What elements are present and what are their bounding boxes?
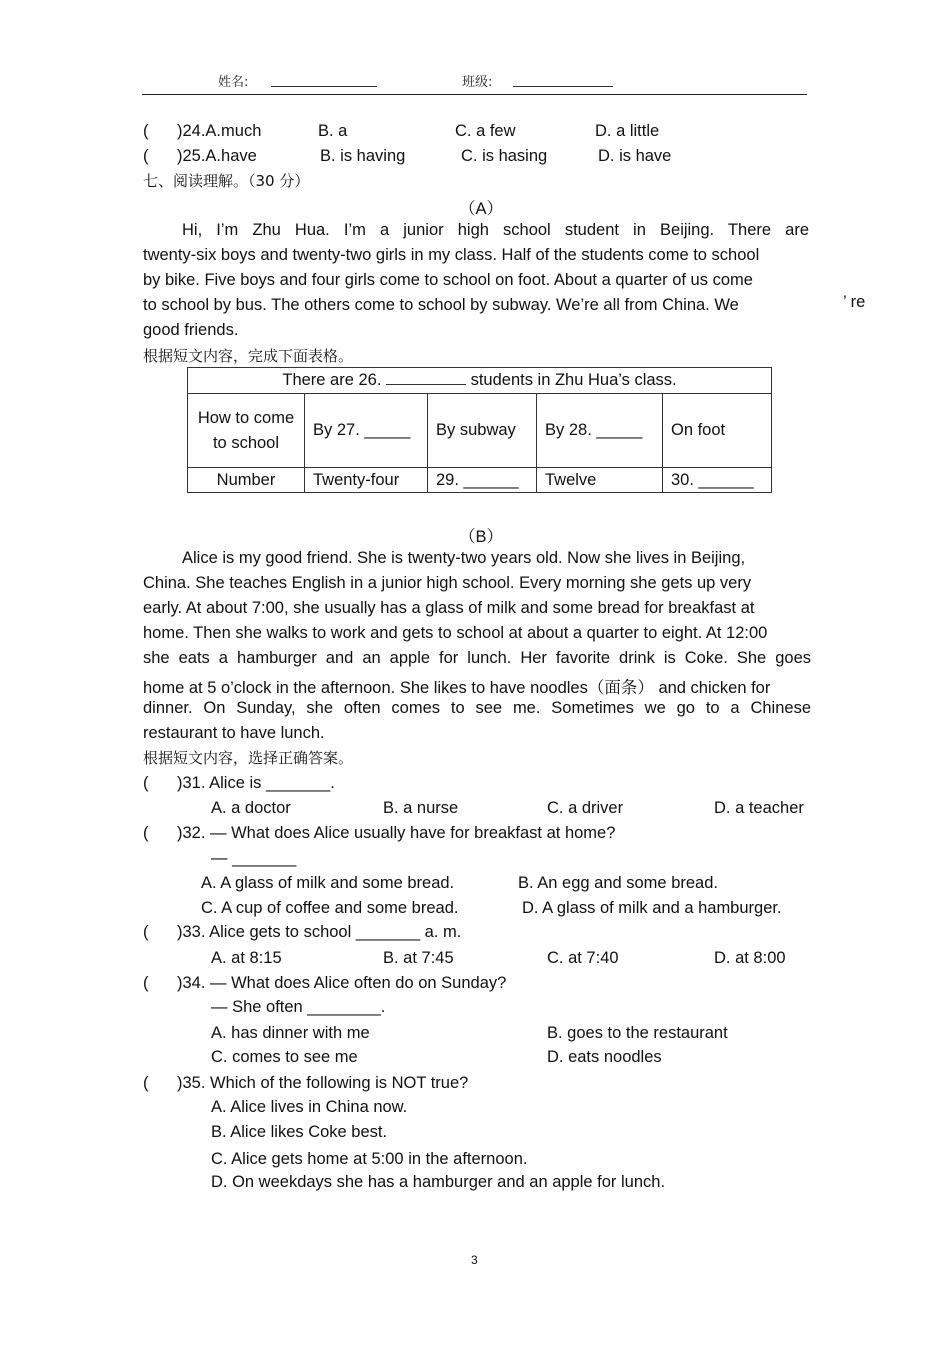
table-cell[interactable]: By 28. _____ xyxy=(537,394,663,468)
question-33-stem: )33. Alice gets to school _______ a. m. xyxy=(177,923,462,941)
option-c: C. a driver xyxy=(547,799,624,817)
passage-a-line: Hi, I’m Zhu Hua. I’m a junior high school student in Beijing. There are xyxy=(182,221,809,239)
table-cell: By subway xyxy=(428,394,537,468)
passage-a-line: twenty-six boys and twenty-two girls in my class. Half of the students come to school xyxy=(143,246,760,264)
passage-a-line: to school by bus. The others come to school by subway. We’re all from China. We xyxy=(143,296,739,314)
option-c: C. is hasing xyxy=(461,147,548,165)
passage-b-line: home at 5 o’clock in the afternoon. She likes to have noodles（面条） and chicken for xyxy=(143,679,771,697)
option-b: B. goes to the restaurant xyxy=(547,1024,728,1042)
table-cell: Twenty-four xyxy=(305,468,428,493)
passage-b-line: home. Then she walks to work and gets to school at about a quarter to eight. At 12:00 xyxy=(143,624,768,642)
question-32-stem: )32. — What does Alice usually have for breakfast at home? xyxy=(177,824,616,842)
table-cell: Twelve xyxy=(537,468,663,493)
answer-paren[interactable]: ( xyxy=(143,923,149,941)
passage-b-line: she eats a hamburger and an apple for lunch. Her favorite drink is Coke. She goes xyxy=(143,649,811,667)
table-title: There are 26. students in Zhu Hua’s class. xyxy=(188,368,772,394)
passage-b-line: restaurant to have lunch. xyxy=(143,724,325,742)
page-number: 3 xyxy=(471,1253,478,1267)
passage-a-line: good friends. xyxy=(143,321,239,339)
option-d: D. A glass of milk and a hamburger. xyxy=(522,899,782,917)
option-a: A. at 8:15 xyxy=(211,949,282,967)
option-d: D. eats noodles xyxy=(547,1048,662,1066)
passage-b-line: Alice is my good friend. She is twenty-two years old. Now she lives in Beijing, xyxy=(182,549,746,567)
option-b: B. at 7:45 xyxy=(383,949,454,967)
option-b: B. Alice likes Coke best. xyxy=(211,1123,388,1141)
option-b: B. An egg and some bread. xyxy=(518,874,718,892)
answer-line: — She often ________. xyxy=(211,998,386,1016)
option-b: B. a nurse xyxy=(383,799,459,817)
class-label: 班级: xyxy=(462,75,493,90)
option-b: B. a xyxy=(318,122,348,140)
table-cell[interactable]: By 27. _____ xyxy=(305,394,428,468)
passage-b-label: （B） xyxy=(459,528,504,546)
table-cell: How to come to school xyxy=(188,394,305,468)
option-a: A. has dinner with me xyxy=(211,1024,370,1042)
question-34-stem: )34. — What does Alice often do on Sunday? xyxy=(177,974,507,992)
passage-a-label: （A） xyxy=(459,200,504,218)
answer-paren[interactable]: ( xyxy=(143,774,149,792)
option-c: C. at 7:40 xyxy=(547,949,619,967)
table-cell[interactable]: 29. ______ xyxy=(428,468,537,493)
option-d: D. a little xyxy=(595,122,660,140)
option-c: C. A cup of coffee and some bread. xyxy=(201,899,459,917)
question-35-stem: )35. Which of the following is NOT true? xyxy=(177,1074,469,1092)
passage-b-line: China. She teaches English in a junior high school. Every morning she gets up very xyxy=(143,574,752,592)
option-a: A. Alice lives in China now. xyxy=(211,1098,408,1116)
name-label: 姓名: xyxy=(218,75,249,90)
answer-paren[interactable]: ( xyxy=(143,1074,149,1092)
passage-b-line: dinner. On Sunday, she often comes to see me. Sometimes we go to a Chinese xyxy=(143,699,811,717)
class-field[interactable] xyxy=(513,74,613,87)
option-c: C. comes to see me xyxy=(211,1048,358,1066)
passage-a-line-tail: ’ re xyxy=(843,293,866,311)
table-cell: On foot xyxy=(663,394,772,468)
passage-a-line: by bike. Five boys and four girls come to school on foot. About a quarter of us come xyxy=(143,271,753,289)
option-d: D. On weekdays she has a hamburger and an apple for lunch. xyxy=(211,1173,666,1191)
option-a: A. a doctor xyxy=(211,799,291,817)
question-stem: )24.A.much xyxy=(177,122,262,140)
answer-paren[interactable]: ( xyxy=(143,974,149,992)
table-cell: Number xyxy=(188,468,305,493)
name-field[interactable] xyxy=(271,74,377,87)
passage-b-line: early. At about 7:00, she usually has a glass of milk and some bread for breakfast at xyxy=(143,599,755,617)
fill-table xyxy=(187,367,772,493)
option-d: D. is have xyxy=(598,147,672,165)
answer-line: — _______ xyxy=(211,849,297,867)
table-cell[interactable]: 30. ______ xyxy=(663,468,772,493)
answer-paren[interactable]: ( xyxy=(143,147,149,165)
answer-paren[interactable]: ( xyxy=(143,122,149,140)
section-title: 七、阅读理解。（30 分） xyxy=(143,172,310,190)
option-b: B. is having xyxy=(320,147,406,165)
answer-paren[interactable]: ( xyxy=(143,824,149,842)
instruction-a: 根据短文内容，完成下面表格。 xyxy=(143,347,354,365)
option-d: D. at 8:00 xyxy=(714,949,786,967)
option-c: C. a few xyxy=(455,122,516,140)
instruction-b: 根据短文内容，选择正确答案。 xyxy=(143,749,354,767)
option-c: C. Alice gets home at 5:00 in the afternoon. xyxy=(211,1150,528,1168)
question-31-stem: )31. Alice is _______. xyxy=(177,774,335,792)
option-d: D. a teacher xyxy=(714,799,804,817)
header-divider xyxy=(142,94,807,95)
option-a: A. A glass of milk and some bread. xyxy=(201,874,455,892)
question-stem: )25.A.have xyxy=(177,147,257,165)
blank-26[interactable] xyxy=(386,372,466,385)
